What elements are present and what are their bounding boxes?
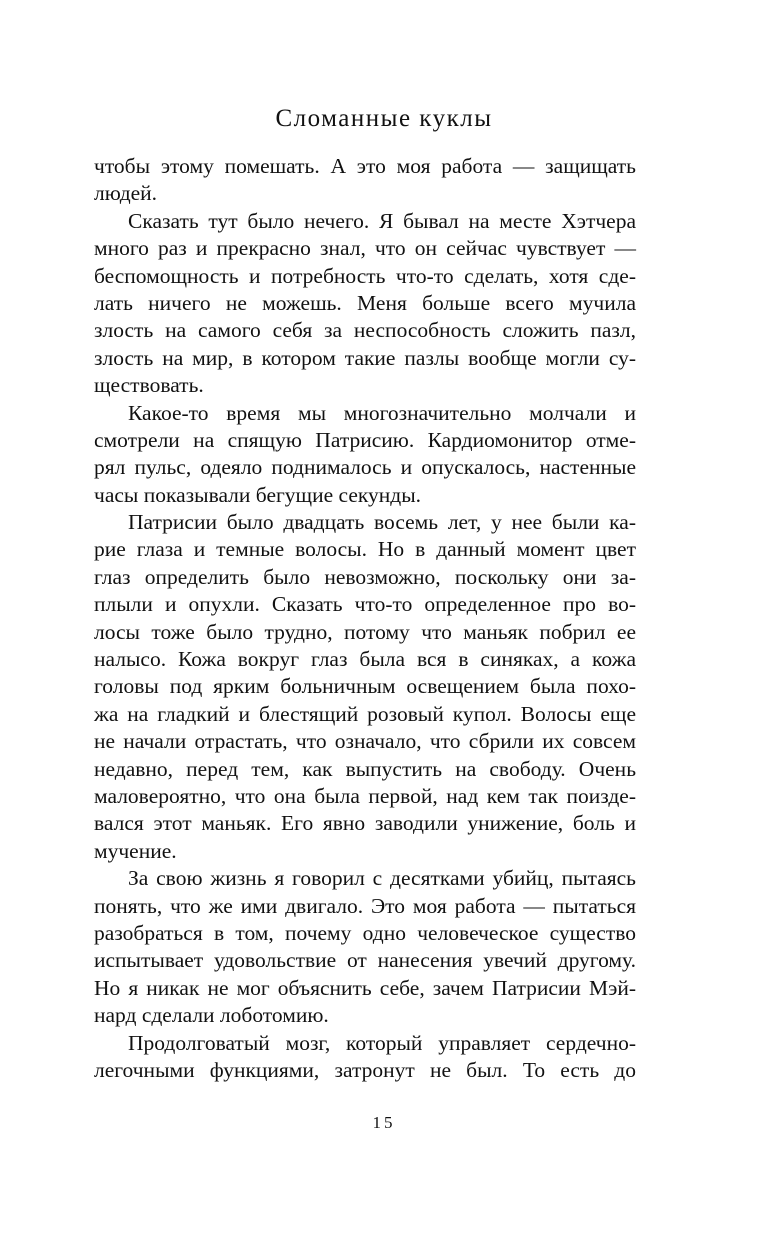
text-line: недавно, перед тем, как выпустить на свободу. Очень bbox=[94, 756, 636, 781]
body-text bbox=[94, 153, 636, 1084]
text-line: лать ничего не можешь. Меня больше всего мучила bbox=[94, 290, 636, 315]
page-number: 15 bbox=[372, 1113, 396, 1132]
text-line: головы под ярким больничным освещением была похо- bbox=[94, 674, 636, 699]
text-line: смотрели на спящую Патрисию. Кардиомонитор отме- bbox=[94, 427, 636, 452]
text-line: жа на гладкий и блестящий розовый купол. Волосы еще bbox=[94, 701, 636, 726]
text-line: Какое-то время мы многозначительно молчали и bbox=[128, 400, 636, 425]
text-line: много раз и прекрасно знал, что он сейчас чувствует — bbox=[94, 236, 636, 261]
text-line: За свою жизнь я говорил с десятками убийц, пытаясь bbox=[128, 866, 636, 891]
text-line: Продолговатый мозг, который управляет сердечно- bbox=[128, 1030, 636, 1055]
text-line: лосы тоже было трудно, потому что маньяк побрил ее bbox=[94, 619, 636, 644]
text-line: ществовать. bbox=[94, 373, 204, 398]
text-line: легочными функциями, затронут не был. То есть до bbox=[94, 1057, 636, 1082]
text-line: злость на самого себя за неспособность сложить пазл, bbox=[94, 318, 636, 343]
text-line: Сказать тут было нечего. Я бывал на месте Хэтчера bbox=[128, 208, 636, 233]
text-line: чтобы этому помешать. А это моя работа — защищать bbox=[94, 154, 636, 178]
text-line: налысо. Кожа вокруг глаз была вся в синяках, а кожа bbox=[94, 647, 636, 672]
text-line: испытывает удовольствие от нанесения увечий другому. bbox=[94, 948, 636, 973]
text-line: мучение. bbox=[94, 838, 177, 863]
text-line: Патрисии было двадцать восемь лет, у нее были ка- bbox=[128, 510, 636, 535]
text-line: рие глаза и темные волосы. Но в данный момент цвет bbox=[94, 537, 636, 562]
text-line: беспомощность и потребность что-то сделать, хотя сде- bbox=[94, 263, 636, 288]
text-line: глаз определить было невозможно, поскольку они за- bbox=[94, 564, 636, 589]
text-line: часы показывали бегущие секунды. bbox=[94, 482, 422, 507]
text-line: разобраться в том, почему одно человеческое существо bbox=[94, 920, 636, 945]
text-line: нард сделали лоботомию. bbox=[94, 1003, 329, 1028]
text-line: злость на мир, в котором такие пазлы вообще могли су- bbox=[94, 345, 636, 370]
text-line: Но я никак не мог объяснить себе, зачем Патрисии Мэй- bbox=[94, 975, 636, 1000]
text-line: маловероятно, что она была первой, над кем так поизде- bbox=[94, 783, 636, 808]
text-line: вался этот маньяк. Его явно заводили унижение, боль и bbox=[94, 811, 636, 836]
running-head: Сломанные куклы bbox=[275, 105, 493, 132]
text-line: рял пульс, одеяло поднималось и опускалось, настенные bbox=[94, 455, 636, 480]
text-line: не начали отрастать, что означало, что сбрили их совсем bbox=[94, 729, 636, 754]
text-line: людей. bbox=[94, 181, 158, 206]
text-line: понять, что же ими двигало. Это моя работа — пытаться bbox=[94, 893, 636, 918]
text-line: плыли и опухли. Сказать что-то определенное про во- bbox=[94, 592, 636, 617]
